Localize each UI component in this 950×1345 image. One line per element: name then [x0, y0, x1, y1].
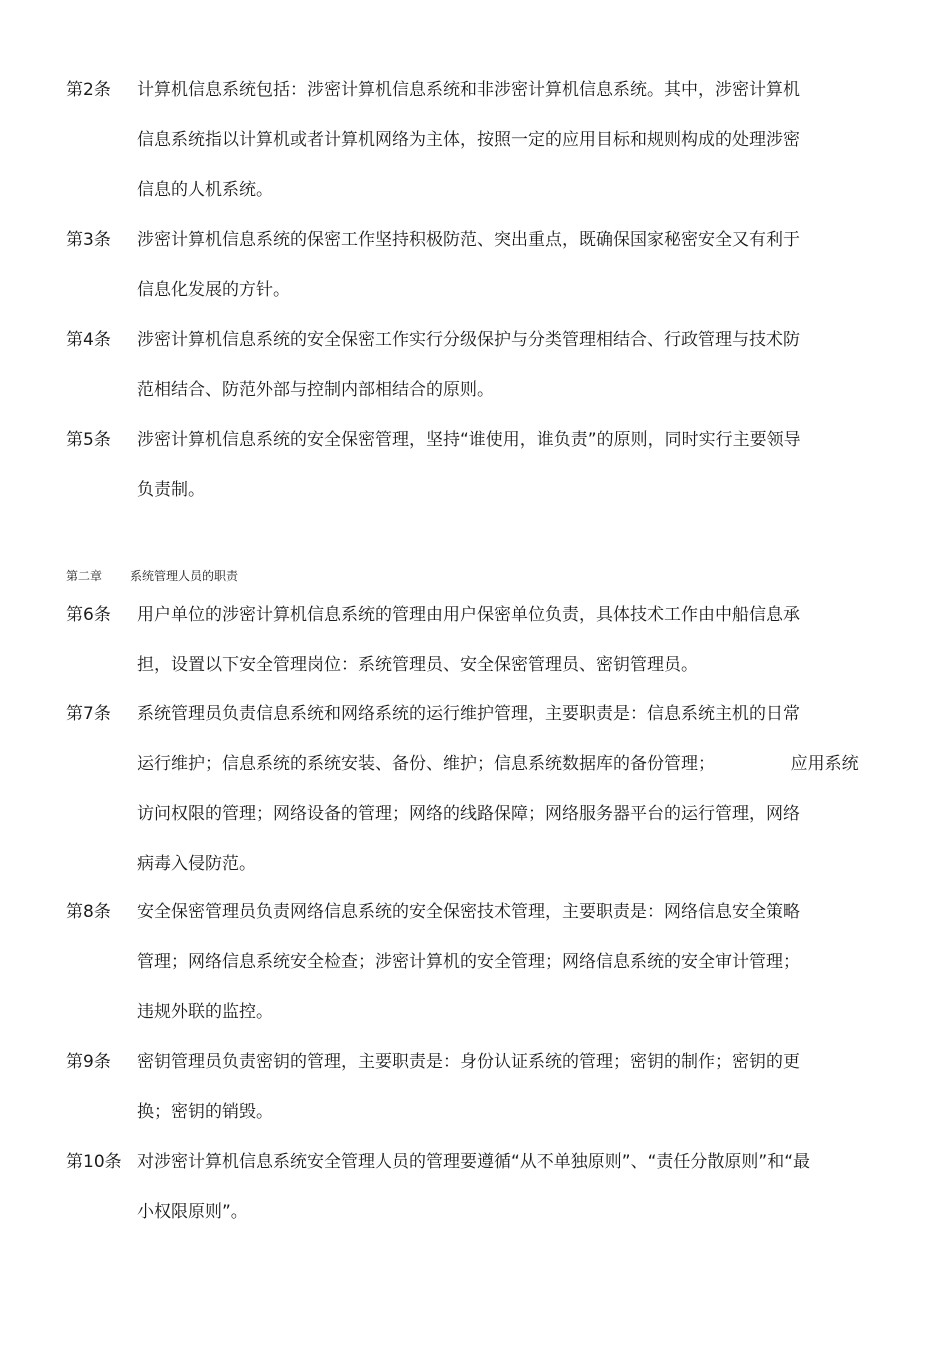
article-text-line: 担，设置以下安全管理岗位：系统管理员、安全保密管理员、密钥管理员。 — [137, 655, 698, 675]
article-text-line: 对涉密计算机信息系统安全管理人员的管理要遵循“从不单独原则”、“责任分散原则”和“最 — [137, 1152, 811, 1172]
article-text-line: 涉密计算机信息系统的保密工作坚持积极防范、突出重点，既确保国家秘密安全又有利于 — [137, 230, 800, 250]
article-number: 第10条 — [66, 1152, 122, 1172]
article-number: 第4条 — [66, 330, 111, 350]
article-text-line: 信息的人机系统。 — [137, 180, 273, 200]
article-text-line: 访问权限的管理；网络设备的管理；网络的线路保障；网络服务器平台的运行管理，网络 — [137, 804, 800, 824]
article-number: 第7条 — [66, 704, 111, 724]
article-number: 第6条 — [66, 605, 111, 625]
article-text-line: 信息系统指以计算机或者计算机网络为主体，按照一定的应用目标和规则构成的处理涉密 — [137, 130, 800, 150]
article-text-line: 涉密计算机信息系统的安全保密管理，坚持“谁使用，谁负责”的原则，同时实行主要领导 — [137, 430, 801, 450]
chapter-title: 系统管理人员的职责 — [130, 569, 239, 583]
article-text-line: 范相结合、防范外部与控制内部相结合的原则。 — [137, 380, 494, 400]
article-number: 第8条 — [66, 902, 111, 922]
article-text-line: 系统管理员负责信息系统和网络系统的运行维护管理，主要职责是：信息系统主机的日常 — [137, 704, 800, 724]
article-number: 第9条 — [66, 1052, 111, 1072]
article-text-line: 违规外联的监控。 — [137, 1002, 273, 1022]
article-text-line: 小权限原则”。 — [137, 1202, 248, 1222]
article-text-line: 密钥管理员负责密钥的管理，主要职责是：身份认证系统的管理；密钥的制作；密钥的更 — [137, 1052, 800, 1072]
article-text-line: 管理；网络信息系统安全检查；涉密计算机的安全管理；网络信息系统的安全审计管理； — [137, 952, 800, 972]
article-number: 第5条 — [66, 430, 111, 450]
article-text-line: 涉密计算机信息系统的安全保密工作实行分级保护与分类管理相结合、行政管理与技术防 — [137, 330, 800, 350]
chapter-heading — [66, 567, 238, 585]
article-text-line: 安全保密管理员负责网络信息系统的安全保密技术管理，主要职责是：网络信息安全策略 — [137, 902, 800, 922]
article-text-line: 信息化发展的方针。 — [137, 280, 290, 300]
article-number: 第3条 — [66, 230, 111, 250]
article-text-line: 负责制。 — [137, 480, 205, 500]
article-text-line: 计算机信息系统包括：涉密计算机信息系统和非涉密计算机信息系统。其中，涉密计算机 — [137, 80, 800, 100]
chapter-number: 第二章 — [66, 569, 103, 583]
article-number: 第2条 — [66, 80, 111, 100]
article-text-line: 病毒入侵防范。 — [137, 854, 256, 874]
article-text-line: 换；密钥的销毁。 — [137, 1102, 273, 1122]
article-text-line: 用户单位的涉密计算机信息系统的管理由用户保密单位负责，具体技术工作由中船信息承 — [137, 605, 800, 625]
article-text-line: 运行维护；信息系统的系统安装、备份、维护；信息系统数据库的备份管理； 应用系统 — [137, 754, 859, 774]
